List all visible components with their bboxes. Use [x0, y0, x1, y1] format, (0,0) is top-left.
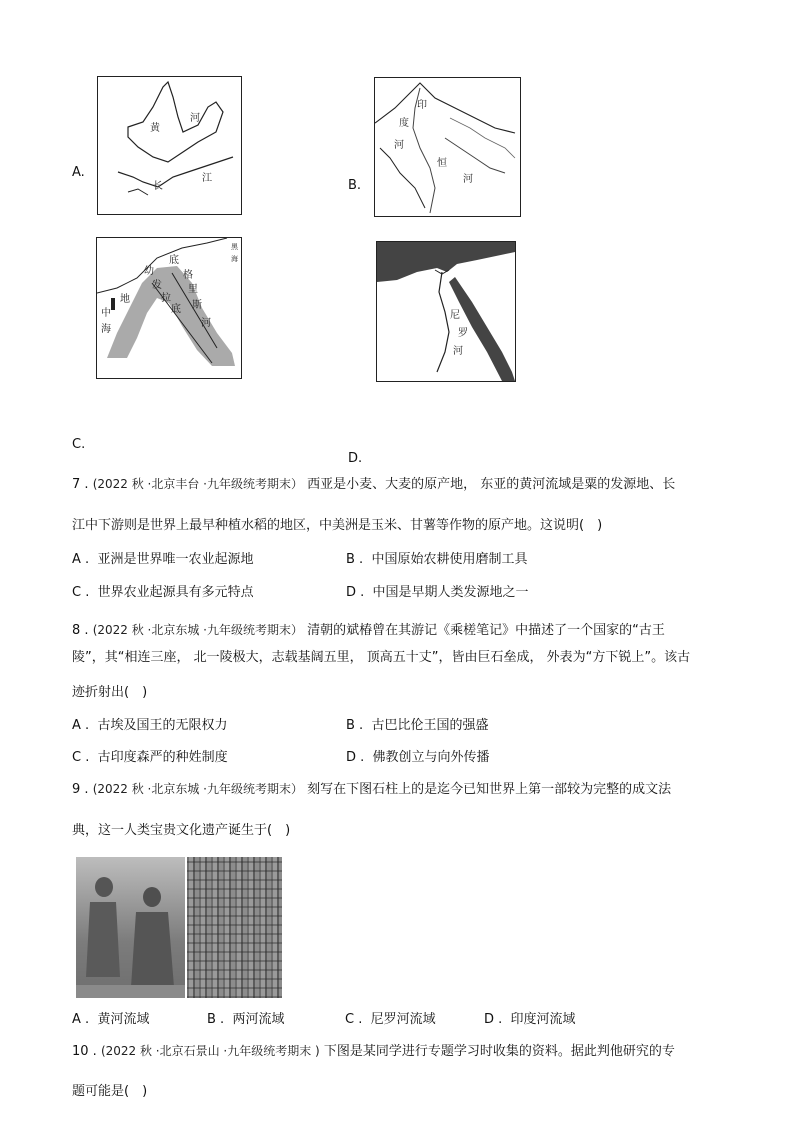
question-8-option-c[interactable]	[72, 750, 228, 766]
option-b-letter[interactable]: B.	[348, 178, 362, 193]
question-8-option-a[interactable]	[72, 718, 227, 734]
question-7-stem-1: 西亚是小麦、大麦的原产地， 东亚的黄河流域是粟的发源地、长	[307, 477, 676, 492]
question-9-option-b[interactable]	[207, 1012, 284, 1028]
option-letter: A .	[72, 718, 90, 733]
question-9-option-d[interactable]	[484, 1012, 576, 1028]
label-hei: 黑	[231, 243, 238, 251]
label-he-tigris: 河	[201, 318, 211, 329]
nile-map-drawing	[377, 242, 515, 381]
question-7-option-c[interactable]	[72, 585, 254, 601]
label-he-nile: 河	[453, 346, 463, 357]
map-indus-ganges-rivers	[374, 77, 521, 217]
option-letter: B .	[346, 552, 364, 567]
option-text: 印度河流域	[510, 1012, 576, 1027]
question-7-number: 7 .	[72, 477, 89, 492]
question-8-source: (2022 秋 ·北京东城 ·九年级统考期末）	[92, 623, 303, 637]
question-8-number: 8 .	[72, 623, 89, 638]
label-heng: 恒	[437, 158, 447, 169]
label-ni: 尼	[450, 310, 460, 321]
question-8-option-b[interactable]	[346, 718, 488, 734]
question-8-line1	[72, 622, 665, 639]
question-7-option-d[interactable]	[346, 585, 529, 601]
option-text: 世界农业起源具有多元特点	[97, 585, 254, 600]
label-you: 幼	[144, 266, 154, 277]
question-9-line1	[72, 781, 671, 798]
option-text: 黄河流域	[97, 1012, 150, 1027]
label-di-mediterranean: 地	[120, 294, 130, 305]
label-hai-mediterranean: 海	[101, 324, 111, 335]
option-text: 两河流域	[232, 1012, 285, 1027]
option-letter: B .	[207, 1012, 225, 1027]
option-letter: A .	[72, 1012, 90, 1027]
map-yellow-yangtze-rivers	[97, 76, 242, 215]
question-8-stem-3: 迹折射出( )	[72, 685, 148, 700]
label-chang: 长	[153, 181, 163, 192]
option-text: 亚洲是世界唯一农业起源地	[97, 552, 254, 567]
label-he-indus: 河	[394, 140, 404, 151]
question-9-number: 9 .	[72, 782, 89, 797]
option-letter: D .	[484, 1012, 503, 1027]
option-letter: D .	[346, 750, 365, 765]
label-he: 河	[190, 113, 200, 124]
map-mesopotamia	[96, 237, 242, 379]
option-text: 中国原始农耕使用磨制工具	[371, 552, 528, 567]
question-8-stem-1: 清朝的斌椿曾在其游记《乘槎笔记》中描述了一个国家的“古王	[307, 623, 665, 638]
label-luo: 罗	[458, 328, 468, 339]
label-huang: 黄	[150, 123, 160, 134]
stele-relief-figures	[76, 857, 185, 998]
question-9-source: (2022 秋 ·北京东城 ·九年级统考期末）	[92, 782, 303, 796]
hammurabi-stele-relief-image	[76, 857, 185, 998]
question-7-stem-2: 江中下游则是世界上最早种植水稻的地区，中美洲是玉米、甘薯等作物的原产地。这说明( )	[72, 518, 603, 533]
option-c-letter[interactable]: C.	[72, 437, 86, 452]
question-10-number: 10 .	[72, 1044, 97, 1059]
option-text: 佛教创立与向外传播	[372, 750, 490, 765]
question-7-line1	[72, 476, 675, 493]
option-a-letter[interactable]: A.	[72, 165, 85, 180]
question-10-stem-2: 题可能是( )	[72, 1084, 148, 1099]
map-nile-river	[376, 241, 516, 382]
option-text: 古埃及国王的无限权力	[97, 718, 228, 733]
question-9-option-a[interactable]	[72, 1012, 149, 1028]
option-text: 古巴比伦王国的强盛	[371, 718, 489, 733]
option-text: 尼罗河流域	[370, 1012, 436, 1027]
label-hai-black: 海	[231, 255, 238, 263]
label-zhong-mediterranean: 中	[101, 308, 111, 319]
option-letter: A .	[72, 552, 90, 567]
option-text: 中国是早期人类发源地之一	[372, 585, 529, 600]
label-di-tigris: 底	[169, 255, 179, 266]
question-8-option-d[interactable]	[346, 750, 490, 766]
label-he-ganges: 河	[463, 174, 473, 185]
question-10-line1	[72, 1043, 675, 1060]
option-letter: C .	[72, 750, 90, 765]
label-yin: 印	[417, 100, 427, 111]
label-ge: 格	[183, 270, 193, 281]
option-letter: C .	[345, 1012, 363, 1027]
label-di-euphrates: 底	[171, 304, 181, 315]
question-7-source: (2022 秋 ·北京丰台 ·九年级统考期末）	[92, 477, 303, 491]
label-si: 斯	[192, 300, 202, 311]
label-jiang: 江	[202, 173, 212, 184]
option-letter: D .	[346, 585, 365, 600]
option-d-letter[interactable]: D.	[348, 451, 363, 466]
question-10-source: (2022 秋 ·北京石景山 ·九年级统考期末 )	[100, 1044, 320, 1058]
yellow-yangtze-map-drawing	[98, 77, 241, 214]
question-10-stem-1: 下图是某同学进行专题学习时收集的资料。据此判他研究的专	[323, 1044, 675, 1059]
label-fa: 发	[152, 280, 162, 291]
option-letter: B .	[346, 718, 364, 733]
label-li: 里	[188, 284, 198, 295]
question-9-stem-1: 刻写在下图石柱上的是迄今已知世界上第一部较为完整的成文法	[307, 782, 672, 797]
label-du: 度	[399, 118, 409, 129]
question-7-option-b[interactable]	[346, 552, 527, 568]
question-9-stem-2: 典，这一人类宝贵文化遗产诞生于( )	[72, 823, 291, 838]
question-8-stem-2: 陵”，其“相连三座， 北一陵极大，志载基阔五里， 顶高五十丈”，皆由巨石垒成， 外表为“方下锐上”。该古	[72, 650, 691, 665]
question-9-option-c[interactable]	[345, 1012, 436, 1028]
question-7-option-a[interactable]	[72, 552, 253, 568]
option-letter: C .	[72, 585, 90, 600]
option-text: 古印度森严的种姓制度	[97, 750, 228, 765]
cuneiform-inscription-image	[187, 857, 282, 998]
label-la: 拉	[161, 293, 171, 304]
